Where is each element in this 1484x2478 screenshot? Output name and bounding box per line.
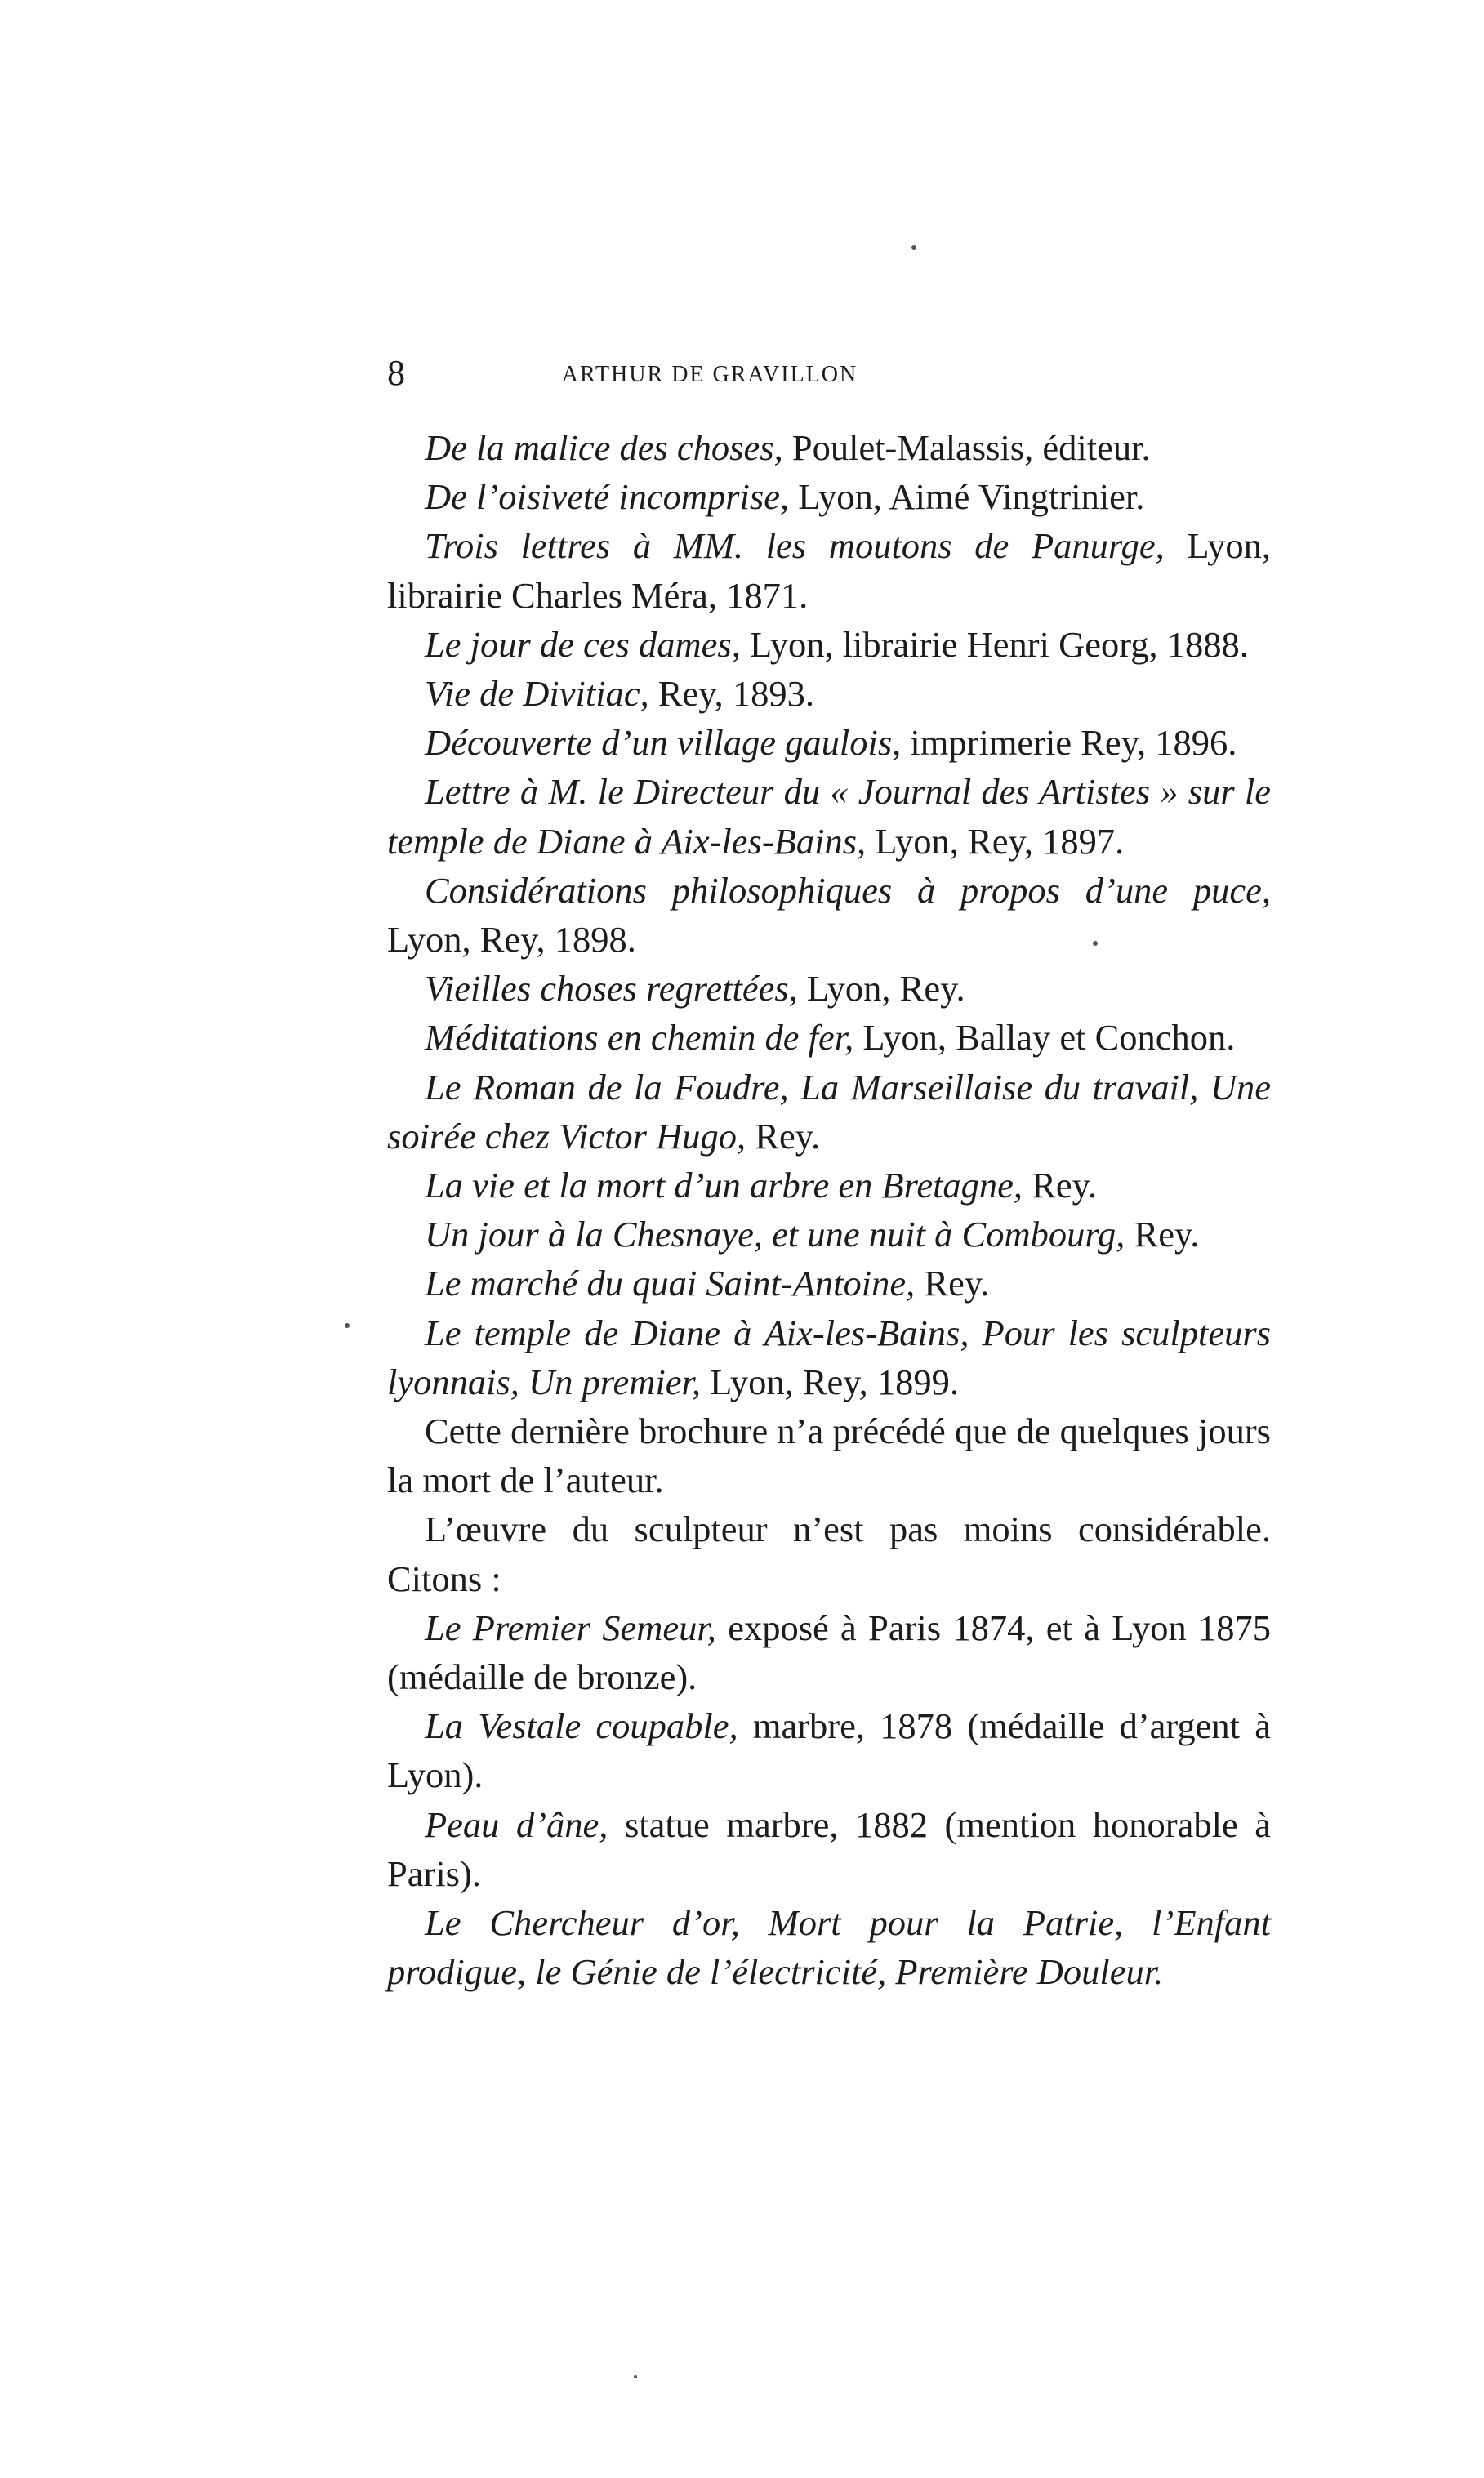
bibliography-entry: [387, 1063, 1271, 1161]
publication-details: Lyon, Ballay et Conchon.: [853, 1017, 1236, 1058]
sculpture-entry: [387, 1701, 1271, 1799]
publication-details: Rey.: [746, 1115, 821, 1157]
work-title: Le temple de Diane à Aix-les-Bains, Pour les sculpteurs lyonnais, Un premier,: [387, 1312, 1271, 1402]
bibliography-entry: [387, 718, 1271, 767]
work-title: Le Chercheur d’or, Mort pour la Patrie, l’Enfant prodigue, le Génie de l’électricité, Première Douleur.: [387, 1902, 1271, 1993]
work-title: Un jour à la Chesnaye, et une nuit à Combourg,: [425, 1214, 1125, 1255]
sculpture-entry: [387, 1800, 1271, 1898]
page-number: 8: [387, 353, 405, 393]
bibliography-entry: [387, 1308, 1271, 1406]
work-title: Vie de Divitiac,: [425, 673, 649, 715]
bibliography-entry: [387, 1013, 1271, 1062]
bibliography-entry: [387, 669, 1271, 718]
print-speck: [634, 2375, 637, 2378]
work-title: La vie et la mort d’un arbre en Bretagne,: [425, 1165, 1023, 1206]
bibliography-entry: [387, 964, 1271, 1013]
exhibition-details: exposé à Paris 1874, et à Lyon 1875 (médaille de bronze).: [387, 1607, 1271, 1698]
work-title: De la malice des choses,: [425, 427, 783, 468]
bibliography-entry: [387, 1161, 1271, 1210]
work-title: De l’oisiveté incomprise,: [425, 476, 790, 518]
work-title: Le marché du quai Saint-Antoine,: [425, 1263, 916, 1304]
paragraph-text: Cette dernière brochure n’a précédé que de quelques jours la mort de l’auteur.: [387, 1411, 1271, 1501]
exhibition-details: statue marbre, 1882 (mention honorable à Paris).: [387, 1803, 1271, 1894]
work-title: Peau d’âne,: [425, 1803, 608, 1845]
publication-details: Lyon, Rey, 1898.: [387, 919, 636, 960]
bibliography-entry: [387, 472, 1271, 521]
work-title: Lettre à M. le Directeur du « Journal des Artistes » sur le temple de Diane à Aix-les-Bains,: [387, 771, 1271, 862]
publication-details: Lyon, Rey, 1897.: [866, 820, 1125, 862]
bibliography-entry: [387, 1259, 1271, 1308]
publication-details: Lyon, Rey.: [797, 968, 965, 1009]
publication-details: Lyon, Aimé Vingtrinier.: [789, 476, 1145, 518]
page-header: [387, 353, 1032, 402]
bibliography-entry: [387, 767, 1271, 865]
exhibition-details: marbre, 1878 (médaille d’argent à Lyon).: [387, 1705, 1271, 1796]
bibliography-entry: [387, 866, 1271, 964]
bibliography-entry: [387, 1210, 1271, 1259]
paragraph-text: L’œuvre du sculpteur n’est pas moins considérable. Citons :: [387, 1509, 1271, 1599]
bibliography-entry: [387, 423, 1271, 472]
publication-details: Rey.: [1023, 1165, 1098, 1206]
work-title: Le jour de ces dames,: [425, 623, 741, 665]
work-title: Considérations philosophiques à propos d’une puce,: [425, 869, 1271, 911]
paragraph: [387, 1504, 1271, 1602]
work-title: Le Premier Semeur,: [425, 1607, 716, 1648]
publication-details: Lyon, librairie Charles Méra, 1871.: [387, 525, 1271, 616]
publication-details: Poulet-Malassis, éditeur.: [782, 427, 1151, 468]
publication-details: Rey.: [1125, 1214, 1200, 1255]
work-title: Le Roman de la Foudre, La Marseillaise du travail, Une soirée chez Victor Hugo,: [387, 1066, 1271, 1157]
body-text: [387, 423, 1271, 1997]
bibliography-entry: [387, 620, 1271, 669]
publication-details: Lyon, Rey, 1899.: [701, 1361, 960, 1402]
running-title: ARTHUR DE GRAVILLON: [561, 362, 858, 387]
paragraph: [387, 1406, 1271, 1504]
work-title: Découverte d’un village gaulois,: [425, 722, 902, 764]
publication-details: Rey.: [915, 1263, 990, 1304]
publication-details: imprimerie Rey, 1896.: [901, 722, 1237, 764]
print-speck: [345, 1323, 350, 1328]
work-title: Trois lettres à MM. les moutons de Panurge,: [425, 525, 1165, 567]
publication-details: Rey, 1893.: [648, 673, 815, 715]
publication-details: Lyon, librairie Henri Georg, 1888.: [740, 623, 1249, 665]
print-speck: [911, 245, 916, 250]
bibliography-entry: [387, 521, 1271, 619]
print-speck: [1093, 941, 1098, 946]
work-title: Vieilles choses regrettées,: [425, 968, 798, 1009]
work-title: La Vestale coupable,: [425, 1705, 738, 1747]
sculpture-entry: [387, 1603, 1271, 1701]
sculpture-entry: [387, 1898, 1271, 1996]
work-title: Méditations en chemin de fer,: [425, 1017, 854, 1058]
